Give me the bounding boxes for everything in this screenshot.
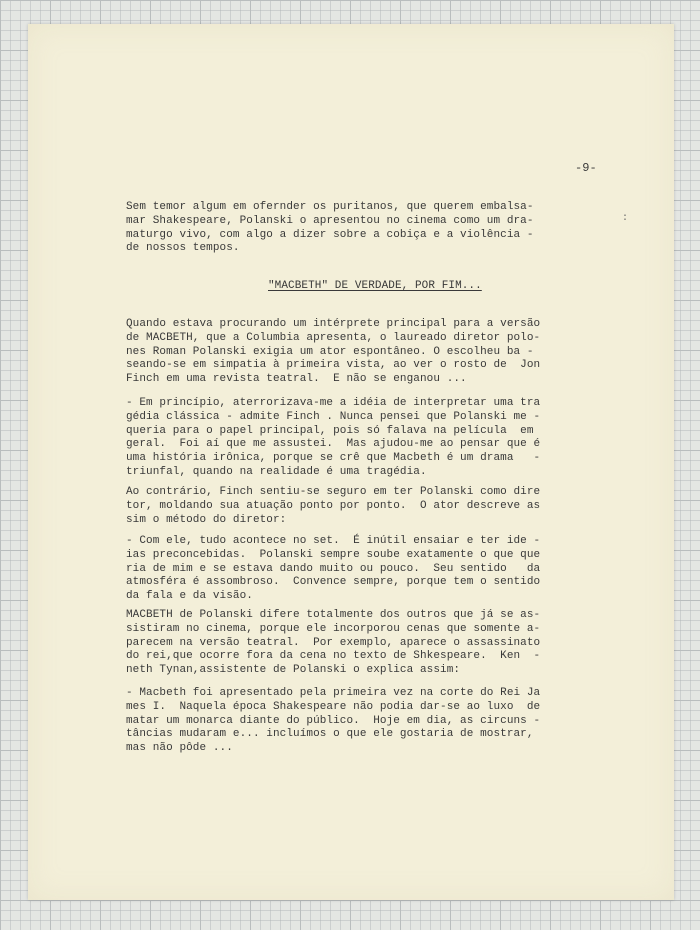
intro-paragraph: Sem temor algum em ofernder os puritanos, que querem embalsa- mar Shakespeare, Polanski o apresentou no cinema como um dra- maturgo vivo, com algo a dizer sobre a cobiça e a violência - de nossos tempos. — [126, 201, 534, 255]
paragraph: - Macbeth foi apresentado pela primeira vez na corte do Rei Ja mes I. Naquela época Shakespeare não podia dar-se ao luxo de matar um monarca diante do público. Hoje em dia, as circuns - tâncias mudaram e... incluímos o que ele gostaria de mostrar, mas não pôde ... — [126, 687, 541, 755]
paragraph: - Com ele, tudo acontece no set. É inútil ensaiar e ter ide - ias preconcebidas. Polanski sempre soube exatamente o que que ria de mim e se estava dando muito ou pouco. Seu sentido da atmosféra é assombroso. Convence sempre, porque tem o sentido da fala e da visão. — [126, 535, 541, 603]
paragraph: - Em princípio, aterrorizava-me a idéia de interpretar uma tra gédia clássica - admite Finch . Nunca pensei que Polanski me - queria para o papel principal, pois só falava na película em geral. Foi aí que me assustei. Mas ajudou-me ao pensar que é uma história irônica, porque se crê que Macbeth é um drama - triunfal, quando na realidade é uma tragédia. — [126, 397, 541, 478]
paragraph: Ao contrário, Finch sentiu-se seguro em ter Polanski como dire tor, moldando sua atuação ponto por ponto. O ator descreve as sim o método do diretor: — [126, 486, 541, 526]
margin-mark: : — [622, 213, 629, 224]
paragraph: MACBETH de Polanski difere totalmente dos outros que já se as- sistiram no cinema, porque ele incorporou cenas que somente a- parecem na versão teatral. Por exemplo, aparece o assassinato do rei,que ocorre fora da cena no texto de Shkespeare. Ken - neth Tynan,assistente de Polanski o explica assim: — [126, 609, 541, 677]
paragraph: Quando estava procurando um intérprete principal para a versão de MACBETH, que a Columbia apresenta, o laureado diretor polo- nes Roman Polanski exigia um ator espontâneo. O escolheu ba - seando-se em simpatia à primeira vista, ao ver o rosto de Jon Finch em uma revista teatral. E não se enganou ... — [126, 318, 541, 386]
page-number: -9- — [575, 161, 597, 175]
section-heading: "MACBETH" DE VERDADE, POR FIM... — [268, 280, 482, 292]
